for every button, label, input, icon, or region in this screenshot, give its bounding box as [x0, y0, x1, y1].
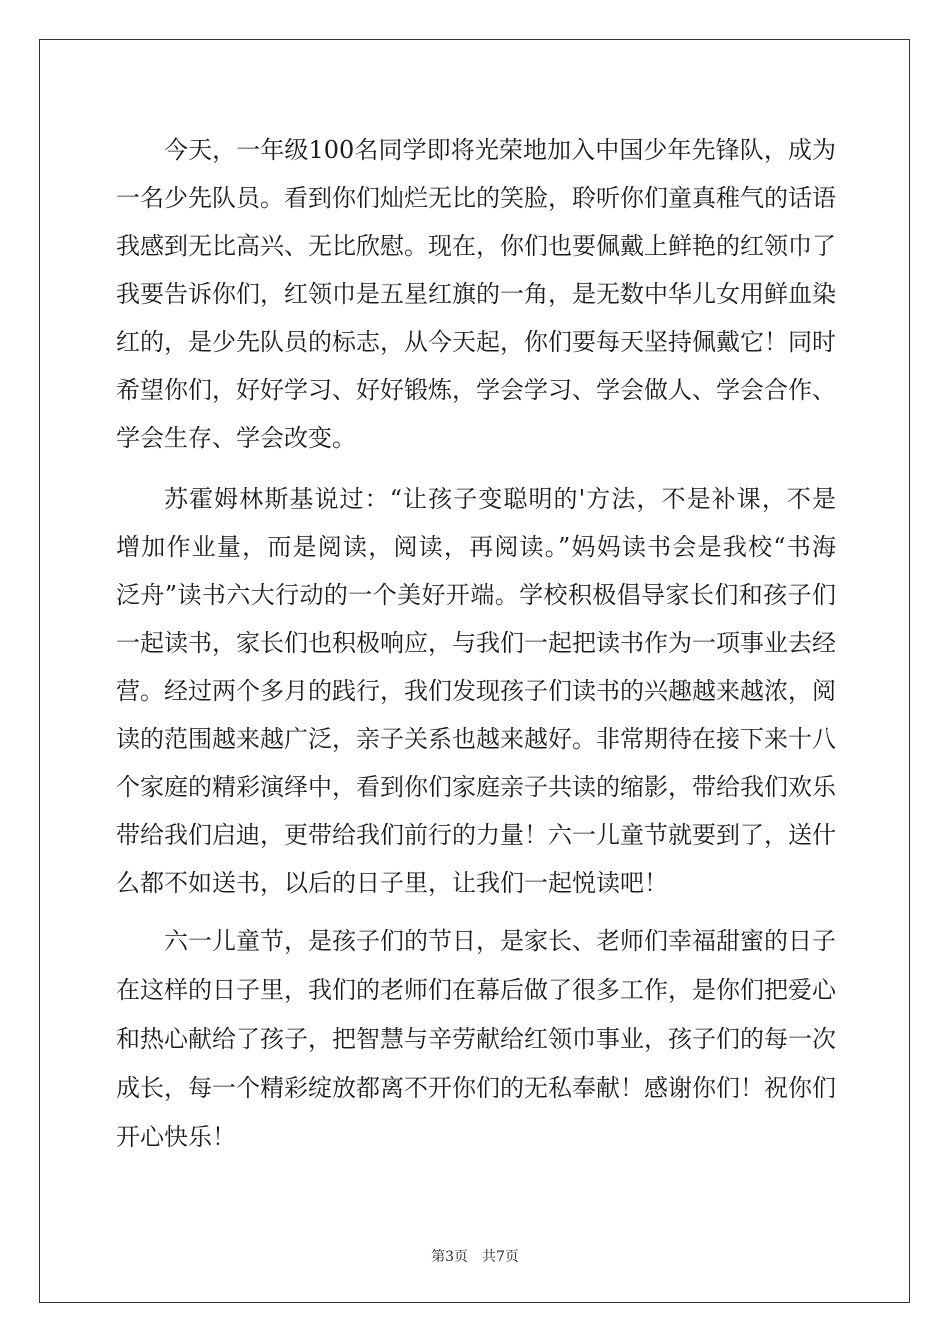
text-line: 开心快乐！: [116, 1123, 236, 1151]
text-line: 学会生存、学会改变。: [116, 424, 356, 452]
text-line: 和热心献给了孩子，把智慧与辛劳献给红领巾事业，孩子们的每一次: [116, 1025, 836, 1053]
text-line: 一名少先队员。看到你们灿烂无比的笑脸，聆听你们童真稚气的话语: [116, 184, 836, 212]
total-page-count: 共7页: [482, 1249, 519, 1265]
current-page-number: 第3页: [431, 1249, 468, 1265]
text-line: 希望你们，好好学习、好好锻炼，学会学习、学会做人、学会合作、: [116, 376, 836, 404]
text-line: 我感到无比高兴、无比欣慰。现在，你们也要佩戴上鲜艳的红领巾了: [116, 232, 836, 260]
text-line: 红的，是少先队员的标志，从今天起，你们要每天坚持佩戴它！同时: [116, 328, 836, 356]
text-line: 苏霍姆林斯基说过：“让孩子变聪明的'方法，不是补课，不是: [164, 485, 836, 513]
text-line: 六一儿童节，是孩子们的节日，是家长、老师们幸福甜蜜的日子: [164, 927, 836, 955]
text-line: 我要告诉你们，红领巾是五星红旗的一角，是无数中华儿女用鲜血染: [116, 280, 836, 308]
text-line: 带给我们启迪，更带给我们前行的力量！六一儿童节就要到了，送什: [116, 821, 836, 849]
text-line: 个家庭的精彩演绎中，看到你们家庭亲子共读的缩影，带给我们欢乐: [116, 773, 836, 801]
page-footer: [0, 1246, 950, 1266]
text-line: 成长，每一个精彩绽放都离不开你们的无私奉献！感谢你们！祝你们: [116, 1074, 836, 1102]
text-line: 营。经过两个多月的践行，我们发现孩子们读书的兴趣越来越浓，阅: [116, 677, 836, 705]
text-line: 么都不如送书，以后的日子里，让我们一起悦读吧！: [116, 869, 668, 897]
text-line: 泛舟”读书六大行动的一个美好开端。学校积极倡导家长们和孩子们: [116, 581, 836, 609]
text-line: 一起读书，家长们也积极响应，与我们一起把读书作为一项事业去经: [116, 629, 836, 657]
text-line: 读的范围越来越广泛，亲子关系也越来越好。非常期待在接下来十八: [116, 725, 836, 753]
text-line: 增加作业量，而是阅读，阅读，再阅读。”妈妈读书会是我校“书海: [116, 533, 836, 561]
text-line: 今天，一年级100名同学即将光荣地加入中国少年先锋队，成为: [164, 136, 836, 164]
text-line: 在这样的日子里，我们的老师们在幕后做了很多工作，是你们把爱心: [116, 976, 836, 1004]
